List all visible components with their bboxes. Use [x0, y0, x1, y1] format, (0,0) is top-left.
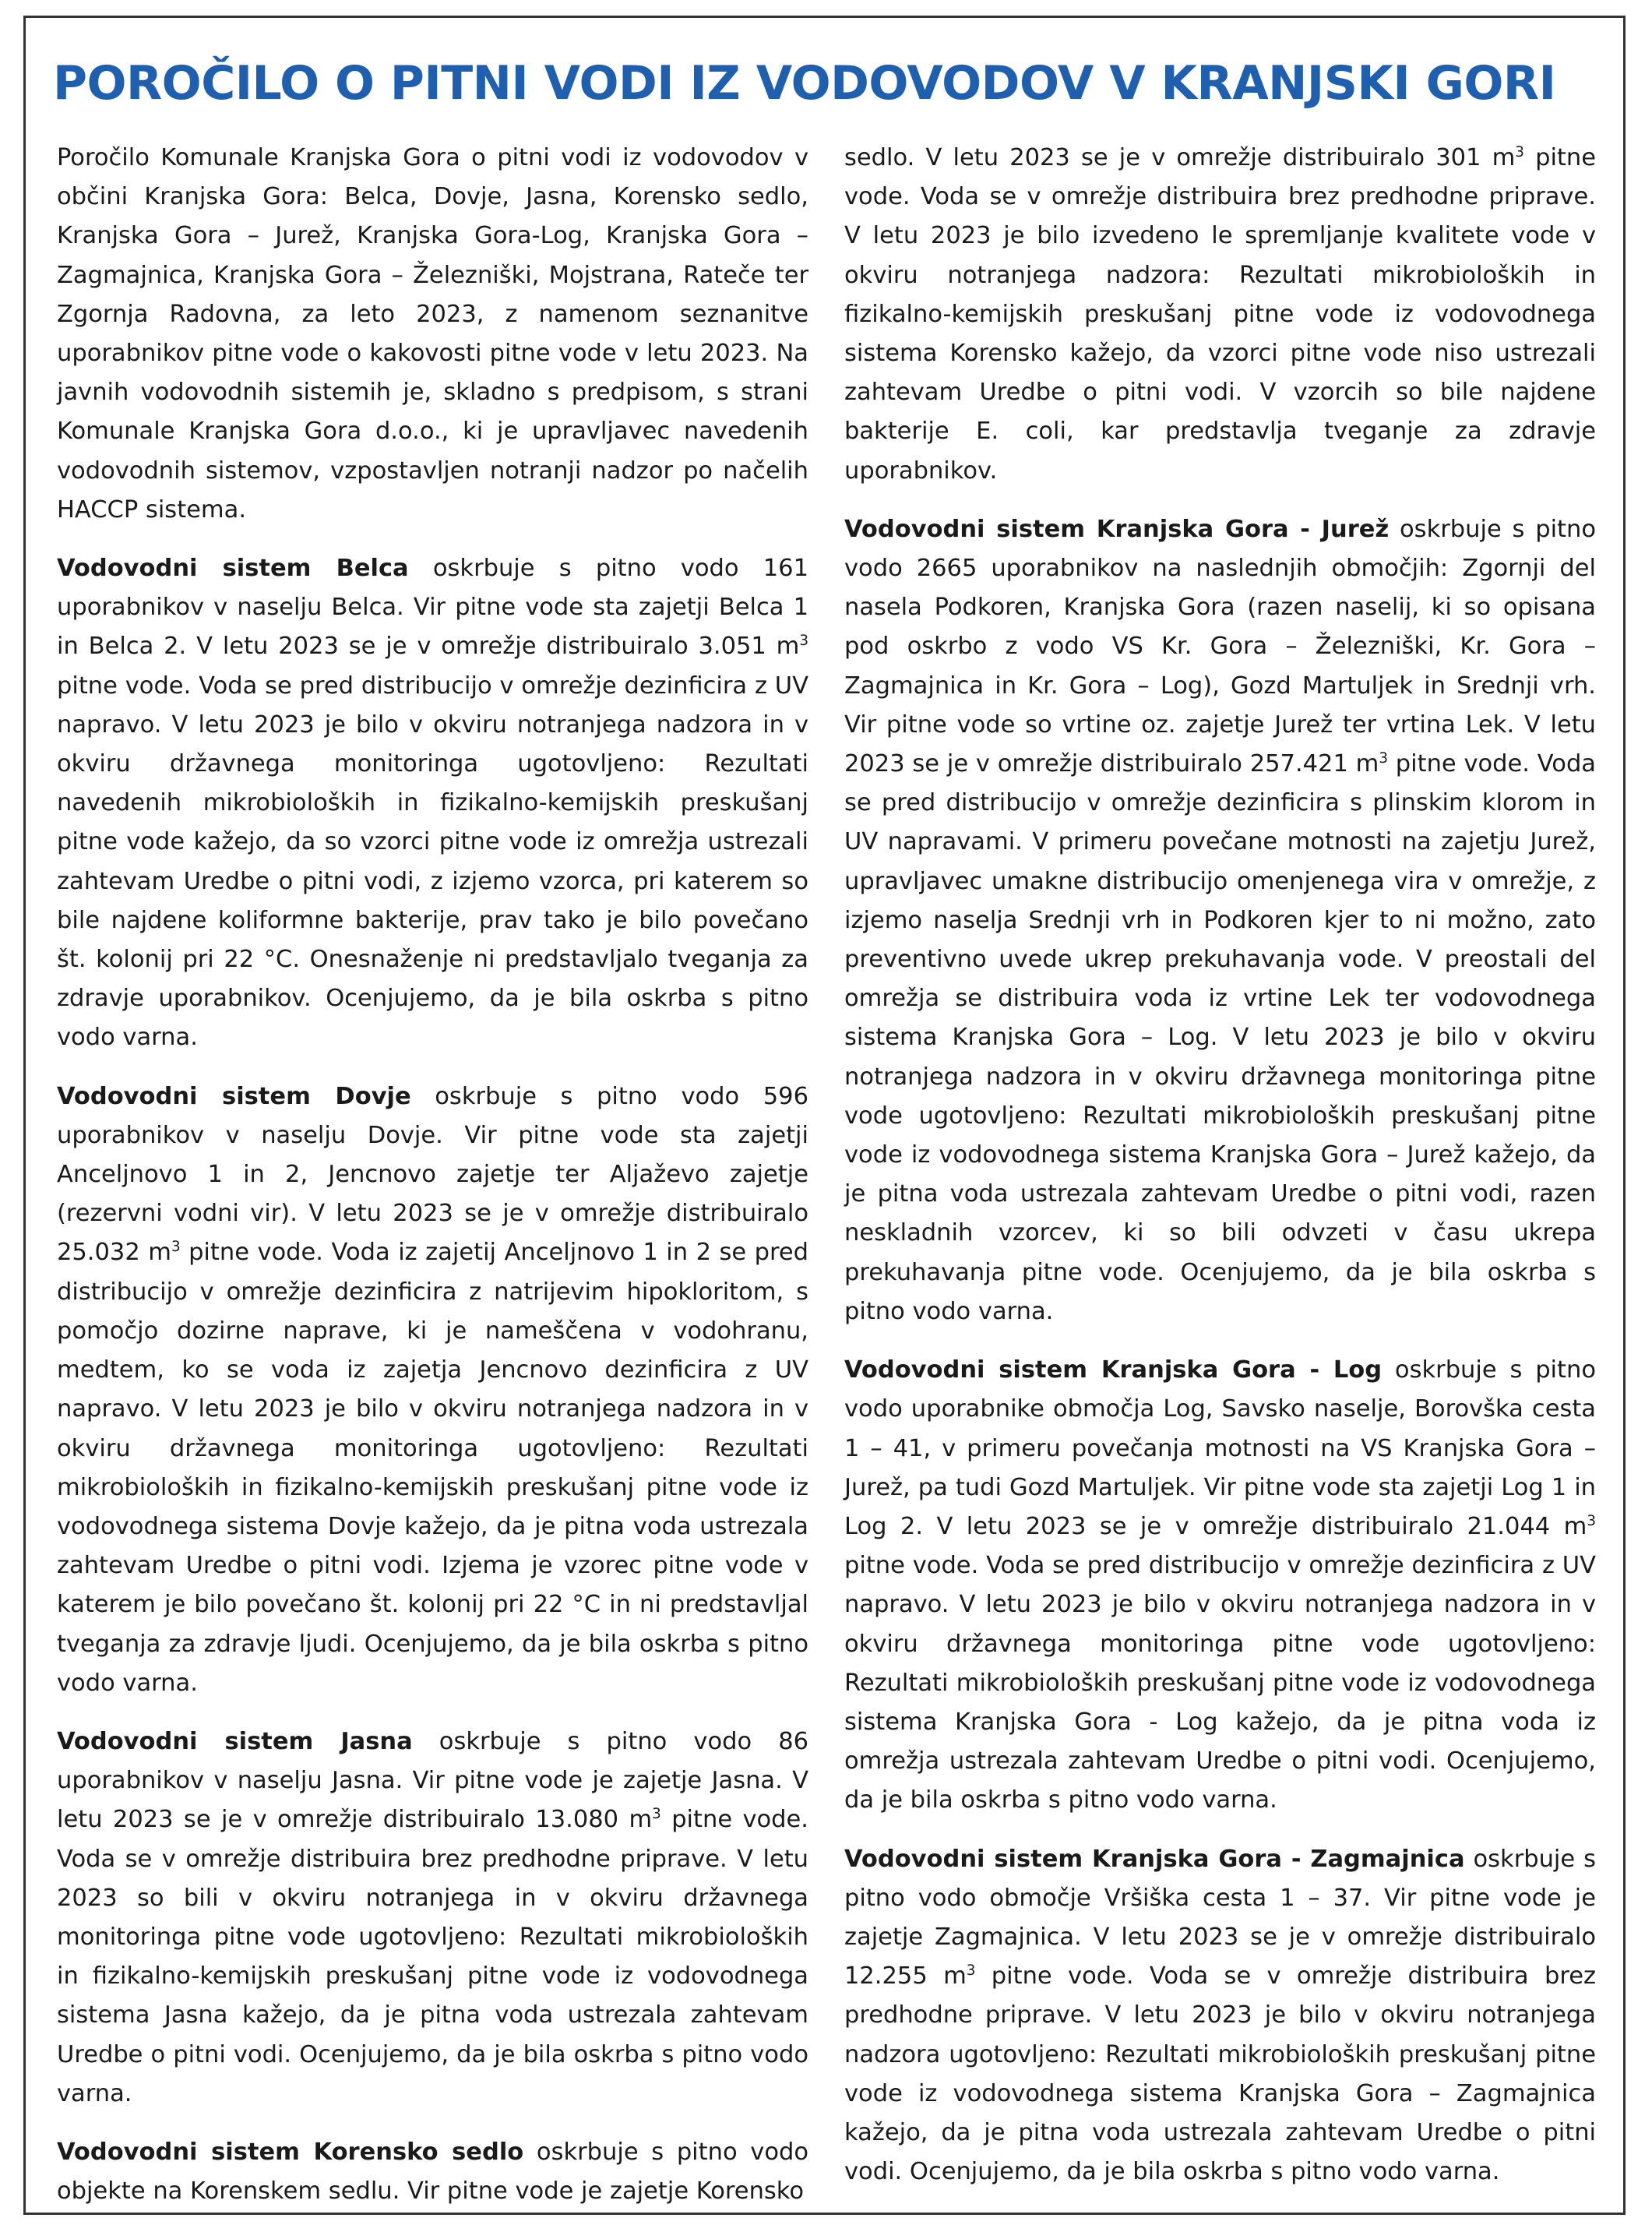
section-text: oskrbuje s pitno vodo 161 uporabnikov v naselju Belca. Vir pitne vode sta zajetji Belca 1 in Belca 2. V letu 2023 se je v omrežje distribuiralo 3.051 m	[57, 555, 808, 661]
section-korensko-continued	[844, 139, 1596, 491]
right-column	[844, 139, 1596, 2211]
section-text: pitne vode. Voda se v omrežje distribuira brez predhodne priprave. V letu 2023 je bilo v okviru notranjega nadzora ugotovljeno: Rezultati mikrobioloških preskušanj pitne vode iz vodovodnega sistema Kranjska Gora – Zagmajnica kažejo, da je pitna voda ustrezala zahtevam Uredbe o pitni vodi. Ocenjujemo, da je bila oskrba s pitno vodo varna.	[844, 1962, 1596, 2186]
superscript: 3	[966, 1962, 976, 1979]
left-column	[57, 139, 808, 2230]
section-korensko	[57, 2133, 808, 2211]
article-title: POROČILO O PITNI VODI IZ VODOVODOV V KRANJSKI GORI	[53, 56, 1556, 111]
superscript: 3	[1379, 749, 1389, 767]
section-dovje	[57, 1077, 808, 1703]
section-text: pitne vode. Voda se v omrežje distribuira brez predhodne priprave. V letu 2023 so bili v okviru notranjega in v okviru državnega monitoringa pitne vode ugotovljeno: Rezultati mikrobioloških in fizikalno-kemijskih preskušanj pitne vode iz vodovodnega sistema Jasna kažejo, da je pitna voda ustrezala zahtevam Uredbe o pitni vodi. Ocenjujemo, da je bila oskrba s pitno vodo varna.	[57, 1806, 809, 2107]
section-heading: Vodovodni sistem Jasna	[57, 1727, 413, 1755]
section-text: pitne vode. Voda iz zajetij Anceljnovo 1 in 2 se pred distribucijo v omrežje dezinficira z natrijevim hipokloritom, s pomočjo dozirne naprave, ki je nameščena v vodohranu, medtem, ko se voda iz zajetja Jencnovo dezinficira z UV napravo. V letu 2023 je bilo v okviru notranjega nadzora in v okviru državnega monitoringa ugotovljeno: Rezultati mikrobioloških in fizikalno-kemijskih preskušanj pitne vode iz vodovodnega sistema Dovje kažejo, da je pitna voda ustrezala zahtevam Uredbe o pitni vodi. Izjema je vzorec pitne vode v katerem je bilo povečano št. kolonij pri 22 °C in ni predstavljal tveganja za zdravje ljudi. Ocenjujemo, da je bila oskrba s pitno vodo varna.	[57, 1239, 808, 1697]
superscript: 3	[1587, 1512, 1596, 1529]
section-heading: Vodovodni sistem Kranjska Gora - Log	[844, 1356, 1383, 1384]
section-log	[844, 1351, 1596, 1820]
superscript: 3	[799, 633, 808, 650]
section-text: pitne vode. Voda se pred distribucijo v omrežje dezinficira s plinskim klorom in UV napravami. V primeru povečane motnosti na zajetju Jurež, upravljavec umakne distribucijo omenjenega vira v omrežje, z izjemo naselja Srednji vrh in Podkoren kjer to ni možno, zato preventivno uvede ukrep prekuhavanja vode. V preostali del omrežja se distribuira voda iz vrtine Lek ter vodovodnega sistema Kranjska Gora – Log. V letu 2023 je bilo v okviru notranjega nadzora in v okviru državnega monitoringa pitne vode ugotovljeno: Rezultati mikrobioloških preskušanj pitne vode iz vodovodnega sistema Kranjska Gora – Jurež kažejo, da je pitna voda ustrezala zahtevam Uredbe o pitni vodi, razen neskladnih vzorcev, ki so bili odvzeti v času ukrepa prekuhavanja pitne vode. Ocenjujemo, da je bila oskrba s pitno vodo varna.	[844, 750, 1596, 1325]
section-text: oskrbuje s pitno vodo 86 uporabnikov v naselju Jasna. Vir pitne vode je zajetje Jasna. V letu 2023 se je v omrežje distribuiralo 13.080 m	[57, 1727, 809, 1834]
section-heading: Vodovodni sistem Dovje	[57, 1082, 411, 1110]
section-text: oskrbuje s pitno vodo 596 uporabnikov v naselju Dovje. Vir pitne vode sta zajetji Anceljnovo 1 in 2, Jencnovo zajetje ter Aljaževo zajetje (rezervni vodni vir). V letu 2023 se je v omrežje distribuiralo 25.032 m	[57, 1082, 808, 1267]
superscript: 3	[652, 1806, 661, 1823]
intro-paragraph: Poročilo Komunale Kranjska Gora o pitni vodi iz vodovodov v občini Kranjska Gora: Belca, Dovje, Jasna, Korensko sedlo, Kranjska Gora – Jurež, Kranjska Gora-Log, Kranjska Gora – Zagmajnica, Kranjska Gora – Železniški, Mojstrana, Rateče ter Zgornja Radovna, za leto 2023, z namenom seznanitve uporabnikov pitne vode o kakovosti pitne vode v letu 2023. Na javnih vodovodnih sistemih je, skladno s predpisom, s strani Komunale Kranjska Gora d.o.o., ki je upravljavec navedenih vodovodnih sistemov, vzpostavljen notranji nadzor po načelih HACCP sistema.	[57, 144, 808, 524]
superscript: 3	[171, 1239, 181, 1256]
section-text: pitne vode. Voda se pred distribucijo v omrežje dezinficira z UV napravo. V letu 2023 je bilo v okviru notranjega nadzora in v okviru državnega monitoringa ugotovljeno: Rezultati navedenih mikrobioloških in fizikalno-kemijskih preskušanj pitne vode kažejo, da so vzorci pitne vode iz omrežja ustrezali zahtevam Uredbe o pitni vodi, z izjemo vzorca, pri katerem so bile najdene koliformne bakterije, prav tako je bilo povečano št. kolonij pri 22 °C. Onesnaženje ni predstavljalo tveganja za zdravje uporabnikov. Ocenjujemo, da je bila oskrba s pitno vodo varna.	[57, 672, 808, 1052]
section-text: oskrbuje s pitno vodo objekte na Korenskem sedlu. Vir pitne vode je zajetje Korensko	[57, 2138, 809, 2206]
superscript: 3	[1515, 143, 1524, 160]
section-jasna	[57, 1722, 808, 2114]
section-heading: Vodovodni sistem Belca	[57, 555, 409, 583]
section-zagmajnica	[844, 1840, 1596, 2192]
section-text: sedlo. V letu 2023 se je v omrežje distribuiralo 301 m	[844, 144, 1516, 171]
section-heading: Vodovodni sistem Kranjska Gora - Jurež	[844, 515, 1390, 543]
section-heading: Vodovodni sistem Korensko sedlo	[57, 2138, 524, 2166]
section-text: oskrbuje s pitno vodo uporabnike območja Log, Savsko naselje, Borovška cesta 1 – 41, v primeru povečanja motnosti na VS Kranjska Gora – Jurež, pa tudi Gozd Martuljek. Vir pitne vode sta zajetji Log 1 in Log 2. V letu 2023 se je v omrežje distribuiralo 21.044 m	[844, 1356, 1596, 1540]
section-jurez	[844, 510, 1596, 1331]
section-text: oskrbuje s pitno vodo območje Vršiška cesta 1 – 37. Vir pitne vode je zajetje Zagmajnica. V letu 2023 se je v omrežje distribuiralo 12.255 m	[844, 1845, 1597, 1990]
section-heading: Vodovodni sistem Kranjska Gora - Zagmajnica	[844, 1845, 1465, 1873]
section-text: pitne vode. Voda se v omrežje distribuira brez predhodne priprave. V letu 2023 je bilo izvedeno le spremljanje kvalitete vode v okviru notranjega nadzora: Rezultati mikrobioloških in fizikalno-kemijskih preskušanj pitne vode iz vodovodnega sistema Korensko kažejo, da vzorci pitne vode niso ustrezali zahtevam Uredbe o pitni vodi. V vzorcih so bile najdene bakterije E. coli, kar predstavlja tveganje za zdravje uporabnikov.	[844, 144, 1596, 485]
section-text: pitne vode. Voda se pred distribucijo v omrežje dezinficira z UV napravo. V letu 2023 je bilo v okviru notranjega nadzora in v okviru državnega monitoringa pitne vode ugotovljeno: Rezultati mikrobioloških preskušanj pitne vode iz vodovodnega sistema Kranjska Gora - Log kažejo, da je pitna voda iz omrežja ustrezala zahtevam Uredbe o pitni vodi. Ocenjujemo, da je bila oskrba s pitno vodo varna.	[844, 1552, 1596, 1814]
section-text: oskrbuje s pitno vodo 2665 uporabnikov na naslednjih območjih: Zgornji del nasela Podkoren, Kranjska Gora (razen naselij, ki so opisana pod oskrbo z vodo VS Kr. Gora – Železniški, Kr. Gora – Zagmajnica in Kr. Gora – Log), Gozd Martuljek in Srednji vrh. Vir pitne vode so vrtine oz. zajetje Jurež ter vrtina Lek. V letu 2023 se je v omrežje distribuiralo 257.421 m	[844, 515, 1596, 778]
section-belca	[57, 549, 808, 1058]
